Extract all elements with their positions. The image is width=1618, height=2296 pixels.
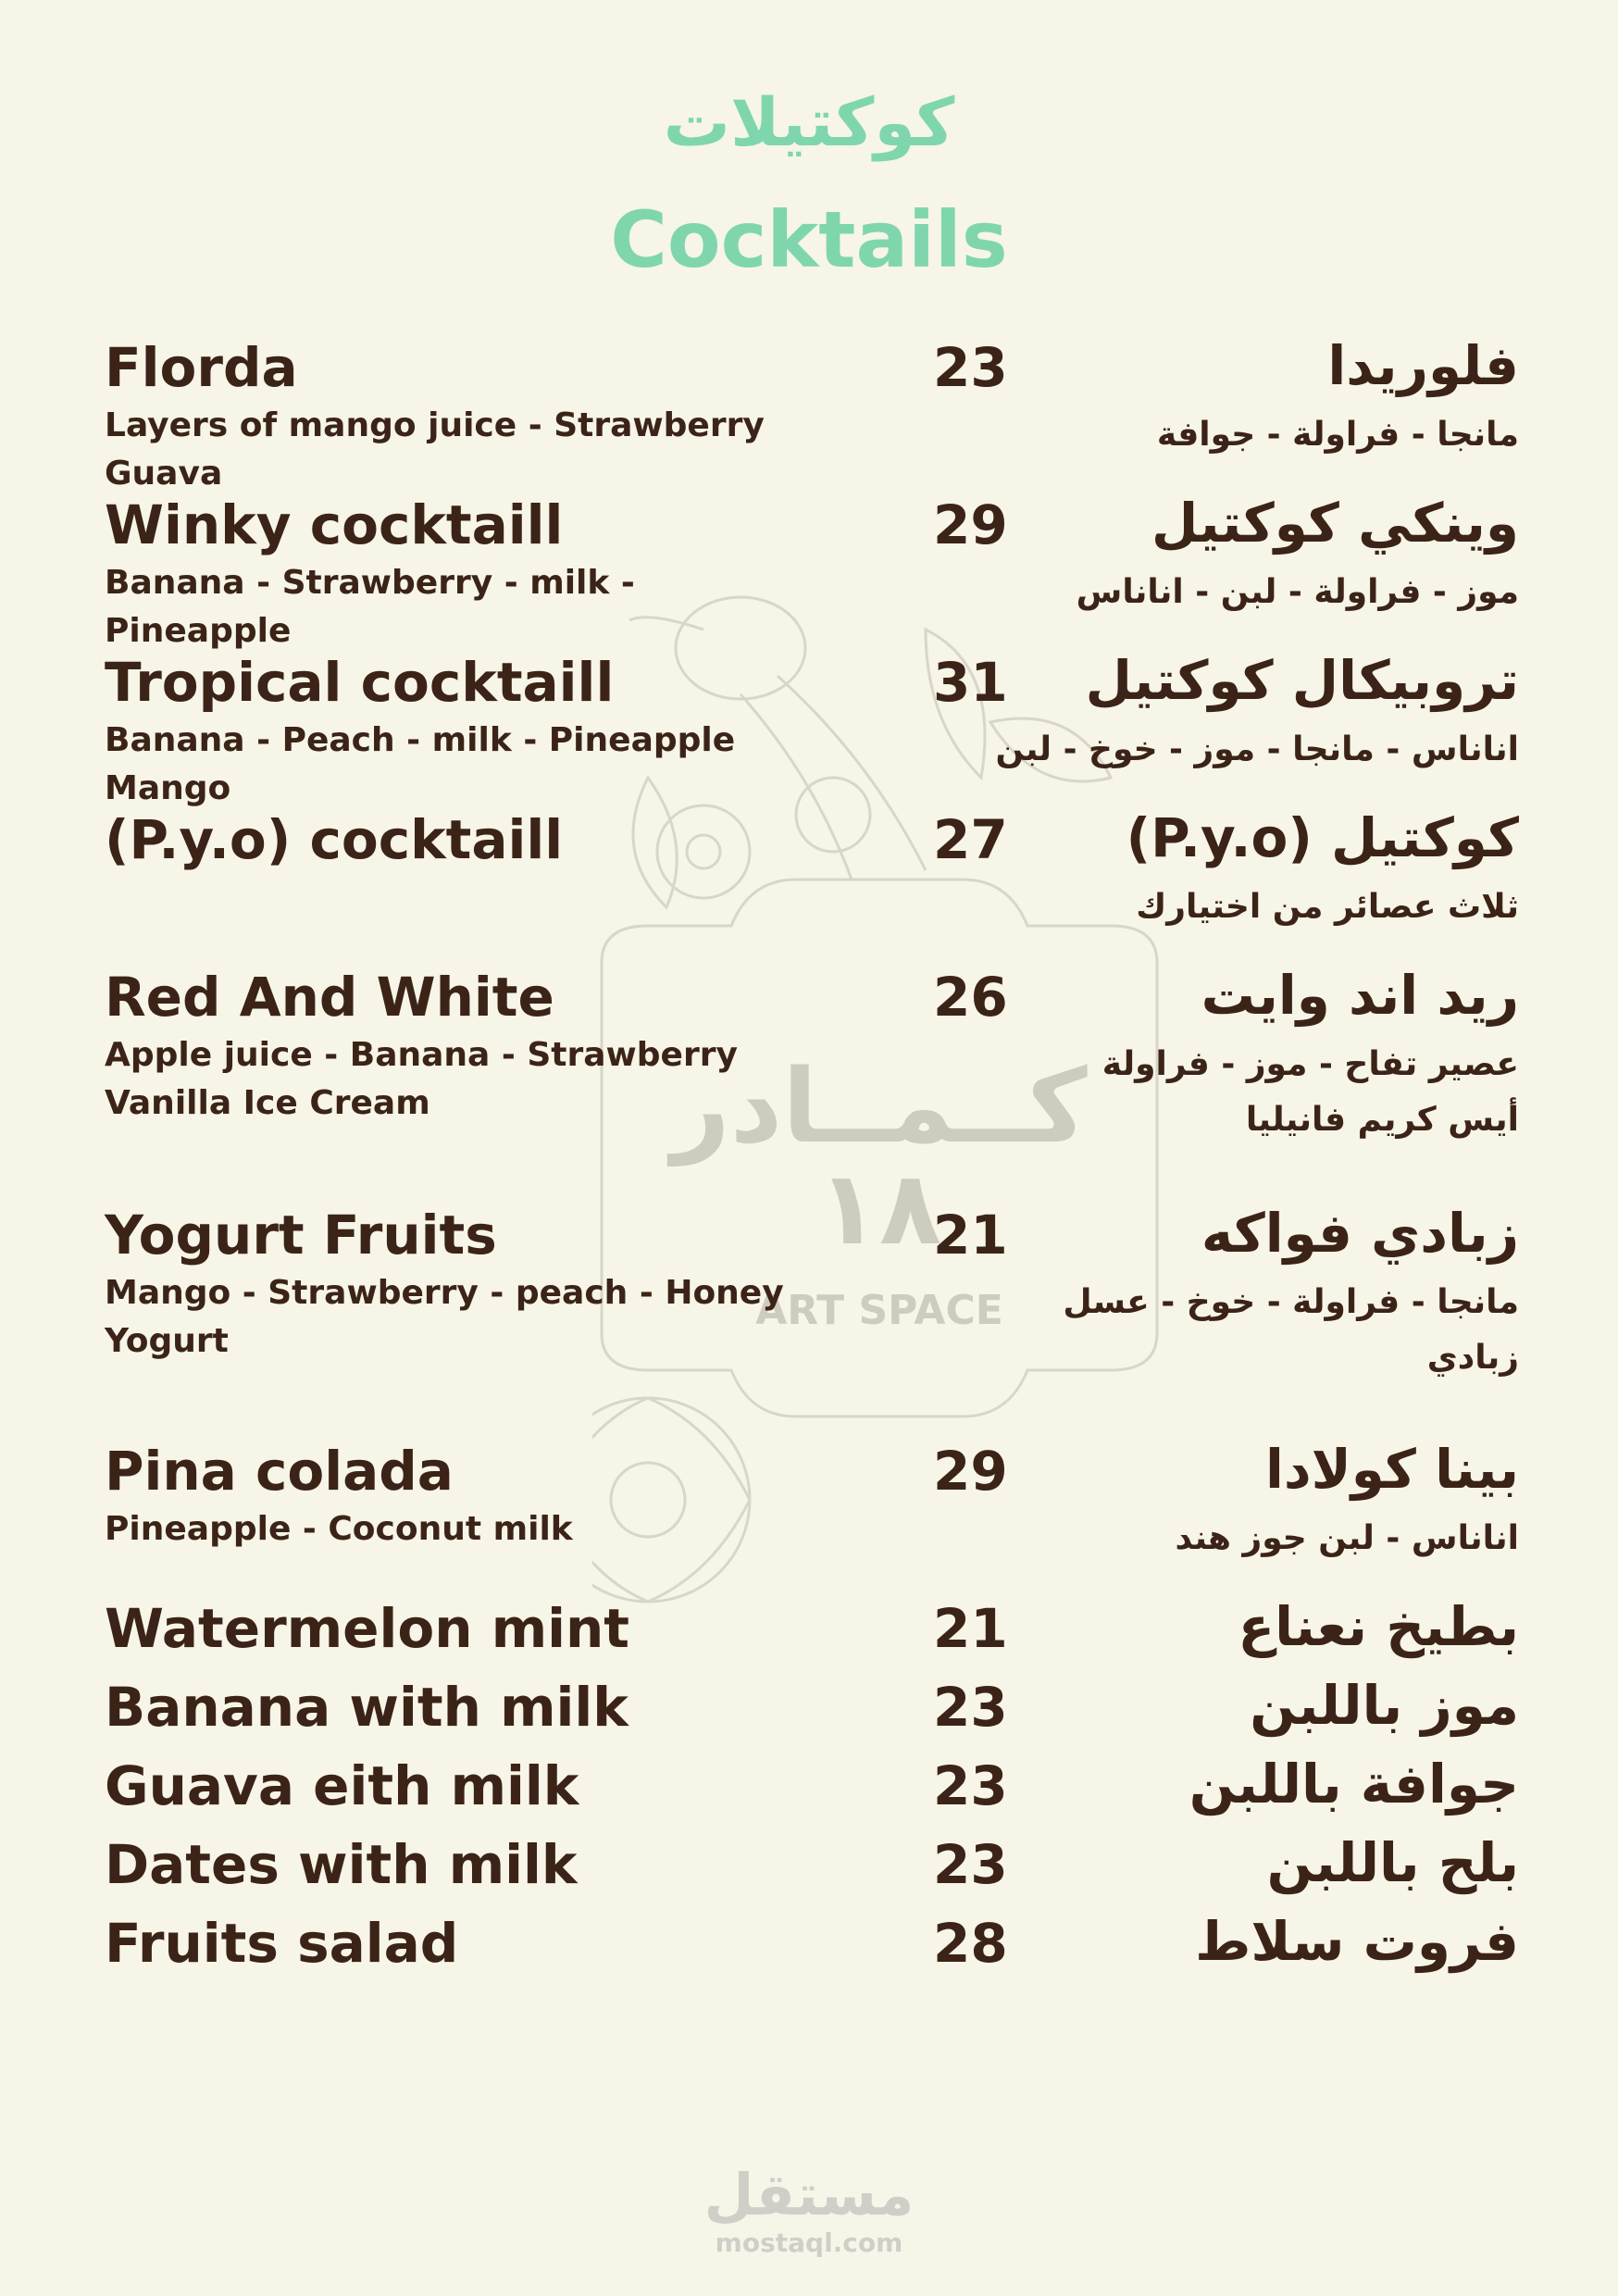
item-price: 26 <box>933 966 1008 1029</box>
item-name: Guava eith milk <box>105 1754 579 1817</box>
item-name: Tropical cocktaill <box>105 651 615 714</box>
page-title: Cocktails <box>610 194 1008 285</box>
item-name-arabic: زبادي فواكه <box>1201 1202 1519 1265</box>
item-name: Banana with milk <box>105 1676 629 1739</box>
item-description-arabic: اناناس - مانجا - موز - خوخ - لبن <box>995 730 1519 768</box>
item-description-arabic: مانجا - فراولة - خوخ - عسل زبادي <box>1063 1283 1519 1377</box>
item-description: Pineapple - Coconut milk <box>105 1510 573 1548</box>
item-name-arabic: وينكي كوكتيل <box>1151 492 1519 555</box>
footer-logo-arabic: مستقل <box>703 2161 915 2228</box>
item-name: Florda <box>105 336 298 399</box>
item-name-arabic: فروت سلاط <box>1195 1910 1519 1973</box>
item-name-arabic: بطيخ نعناع <box>1238 1595 1519 1658</box>
item-name: Yogurt Fruits <box>105 1204 497 1267</box>
item-price: 23 <box>933 1754 1008 1817</box>
item-name-arabic: فلوريدا <box>1327 334 1519 397</box>
item-description-arabic: اناناس - لبن جوز هند <box>1175 1519 1519 1557</box>
item-name-arabic: تروبيكال كوكتيل <box>1085 649 1519 712</box>
item-description-arabic: ثلاث عصائر من اختيارك <box>1136 888 1519 926</box>
footer-logo-url: mostaql.com <box>715 2227 903 2258</box>
item-description: Banana - Strawberry - milk - Pineapple <box>105 564 635 650</box>
item-description: Banana - Peach - milk - Pineapple Mango <box>105 721 736 807</box>
watermark-brand-ar: كــمــادر ١٨ <box>671 1047 1088 1267</box>
item-name-arabic: بينا كولادا <box>1264 1438 1519 1501</box>
item-price: 23 <box>933 1676 1008 1739</box>
item-name: Watermelon mint <box>105 1597 630 1660</box>
footer-logo <box>0 2161 1618 2258</box>
item-price: 27 <box>933 808 1008 871</box>
item-price: 28 <box>933 1912 1008 1975</box>
watermark-brand-en: ART SPACE <box>755 1287 1003 1334</box>
item-name-arabic: ريد اند وايت <box>1201 964 1519 1027</box>
item-description: Apple juice - Banana - Strawberry Vanilla Ice Cream <box>105 1036 738 1122</box>
item-name-arabic: بلح باللبن <box>1266 1831 1519 1894</box>
item-name: Dates with milk <box>105 1833 578 1896</box>
item-description: Layers of mango juice - Strawberry Guava <box>105 406 765 493</box>
item-description-arabic: عصير تفاح - موز - فراولة أيس كريم فانيليا <box>1101 1045 1519 1139</box>
item-price: 29 <box>933 493 1008 556</box>
item-name-arabic: جوافة باللبن <box>1189 1753 1519 1816</box>
item-description-arabic: مانجا - فراولة - جوافة <box>1156 416 1519 454</box>
item-description-arabic: موز - فراولة - لبن - اناناس <box>1076 573 1519 611</box>
page-title-arabic: كوكتيلات <box>663 83 955 161</box>
item-name: (P.y.o) cocktaill <box>105 808 564 871</box>
item-price: 23 <box>933 1833 1008 1896</box>
item-price: 31 <box>933 651 1008 714</box>
item-name-arabic: موز باللبن <box>1250 1674 1519 1737</box>
item-price: 21 <box>933 1204 1008 1267</box>
item-name: Fruits salad <box>105 1912 459 1975</box>
item-name: Pina colada <box>105 1440 454 1503</box>
item-price: 23 <box>933 336 1008 399</box>
item-price: 29 <box>933 1440 1008 1503</box>
item-description: Mango - Strawberry - peach - Honey Yogurt <box>105 1274 784 1360</box>
item-name-arabic: كوكتيل (P.y.o) <box>1126 806 1519 869</box>
item-name: Winky cocktaill <box>105 493 564 556</box>
item-name: Red And White <box>105 966 554 1029</box>
item-price: 21 <box>933 1597 1008 1660</box>
